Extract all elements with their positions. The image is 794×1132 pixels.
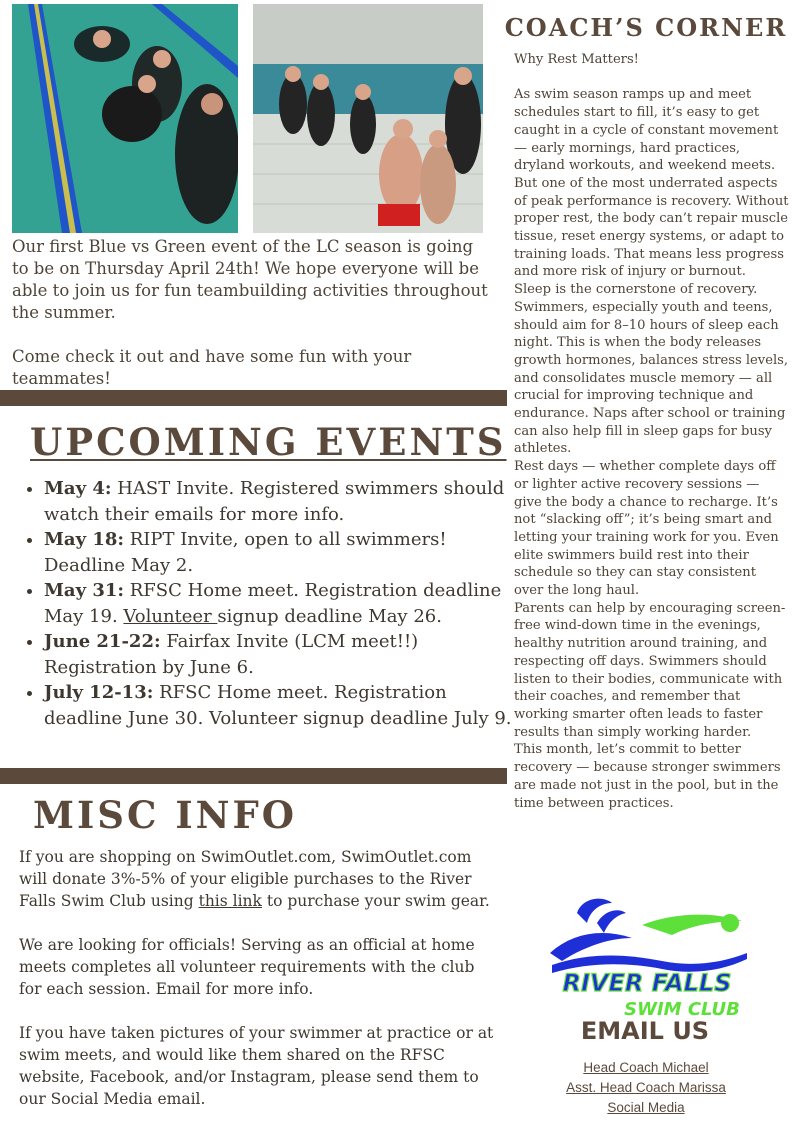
intro-paragraph-2: Come check it out and have some fun with your teammates! xyxy=(12,347,412,388)
coach-paragraph-1: As swim season ramps up and meet schedules start to fill, it’s easy to get caught in a cycle of constant movement — early mornings, hard practices, dryland workouts, and weekend meets. But one of the most underrated aspects of peak performance is recovery. Without proper rest, the body can’t repair muscle tissue, reset energy systems, or adapt to training loads. That means less progress and more risk of injury or burnout. xyxy=(514,87,789,280)
event-date: July 12-13: xyxy=(44,682,154,703)
coach-subtitle: Why Rest Matters! xyxy=(514,52,639,67)
event-text: RFSC Home meet. Registration deadline May 19. xyxy=(44,580,502,627)
intro-text xyxy=(12,236,490,412)
social-media-email-link[interactable]: Social Media xyxy=(607,1100,685,1115)
event-date: May 31: xyxy=(44,580,125,601)
asst-head-coach-email-link[interactable]: Asst. Head Coach Marissa xyxy=(566,1080,726,1095)
list-item xyxy=(44,527,514,578)
upcoming-events-heading: UPCOMING EVENTS xyxy=(30,420,507,464)
coach-paragraph-5: This month, let’s commit to better recovery — because stronger swimmers are made not just in the pool, but in the time between practices. xyxy=(514,742,781,811)
event-text: signup deadline May 26. xyxy=(217,605,442,627)
list-item xyxy=(44,578,514,629)
swimmers-in-pool-photo xyxy=(12,4,238,233)
event-date: June 21-22: xyxy=(44,631,161,652)
misc-paragraph-3: If you have taken pictures of your swimmer at practice or at swim meets, and would like them shared on the RFSC website, Facebook, and/or Instagram, please send them to our Social Media email. xyxy=(19,1024,494,1108)
list-item xyxy=(44,629,514,680)
logo-line-1: RIVER FALLS xyxy=(562,969,732,997)
head-coach-email-link[interactable]: Head Coach Michael xyxy=(583,1060,709,1075)
event-text: HAST Invite. Registered swimmers should watch their emails for more info. xyxy=(44,478,505,525)
email-us-heading: EMAIL US xyxy=(580,1017,710,1045)
event-text: Fairfax Invite (LCM meet!!) Registration by June 6. xyxy=(44,631,419,678)
email-links xyxy=(530,1058,762,1118)
coachs-corner-heading: COACH’S CORNER xyxy=(504,13,788,42)
coachs-corner-text xyxy=(514,51,789,812)
volunteer-link[interactable]: Volunteer xyxy=(123,605,218,627)
misc-info-heading: MISC INFO xyxy=(33,793,297,837)
list-item xyxy=(44,476,514,527)
coach-paragraph-2: Sleep is the cornerstone of recovery. Swimmers, especially youth and teens, should aim for 8–10 hours of sleep each night. This is when the body releases growth hormones, balances stress levels, and consolidates muscle memory — all crucial for improving technique and endurance. Naps after school or training can also help fill in sleep gaps for busy athletes. xyxy=(514,282,789,457)
misc-info-text xyxy=(19,846,501,1132)
event-date: May 18: xyxy=(44,529,125,550)
events-list xyxy=(20,476,514,731)
section-divider xyxy=(0,390,507,406)
river-falls-swim-club-logo xyxy=(542,893,752,1020)
misc-paragraph-2: We are looking for officials! Serving as an official at home meets completes all volunteer requirements with the club for each session. Email for more info. xyxy=(19,936,475,998)
this-link[interactable]: this link xyxy=(198,892,262,910)
coach-paragraph-3: Rest days — whether complete days off or lighter active recovery sessions — give the body a chance to recharge. It’s not “slacking off”; it’s being smart and letting your training work for you. Even elite swimmers build rest into their schedule so they can stay consistent over the long haul. xyxy=(514,459,779,599)
event-date: May 4: xyxy=(44,478,112,499)
section-divider xyxy=(0,768,507,784)
misc-text: If you are shopping on SwimOutlet.com, SwimOutlet.com will donate 3%-5% of your eligible purchases to the River Falls Swim Club using xyxy=(19,848,472,910)
event-text: RIPT Invite, open to all swimmers! Deadline May 2. xyxy=(44,529,447,576)
intro-paragraph-1: Our first Blue vs Green event of the LC season is going to be on Thursday April 24th! We hope everyone will be able to join us for fun teambuilding activities throughout the summer. xyxy=(12,237,488,322)
coach-paragraph-4: Parents can help by encouraging screen-free wind-down time in the evenings, healthy nutrition around training, and respecting off days. Swimmers should listen to their bodies, communicate with their coaches, and remember that working smarter often leads to faster results than simply working harder. xyxy=(514,600,786,740)
swimmers-on-deck-photo xyxy=(253,4,483,233)
misc-text: to purchase your swim gear. xyxy=(261,892,490,910)
list-item xyxy=(44,680,514,731)
logo-line-2: SWIM CLUB xyxy=(624,999,740,1020)
event-text: RFSC Home meet. Registration deadline June 30. Volunteer signup deadline July 9. xyxy=(44,682,512,729)
misc-paragraph-1 xyxy=(19,846,501,912)
